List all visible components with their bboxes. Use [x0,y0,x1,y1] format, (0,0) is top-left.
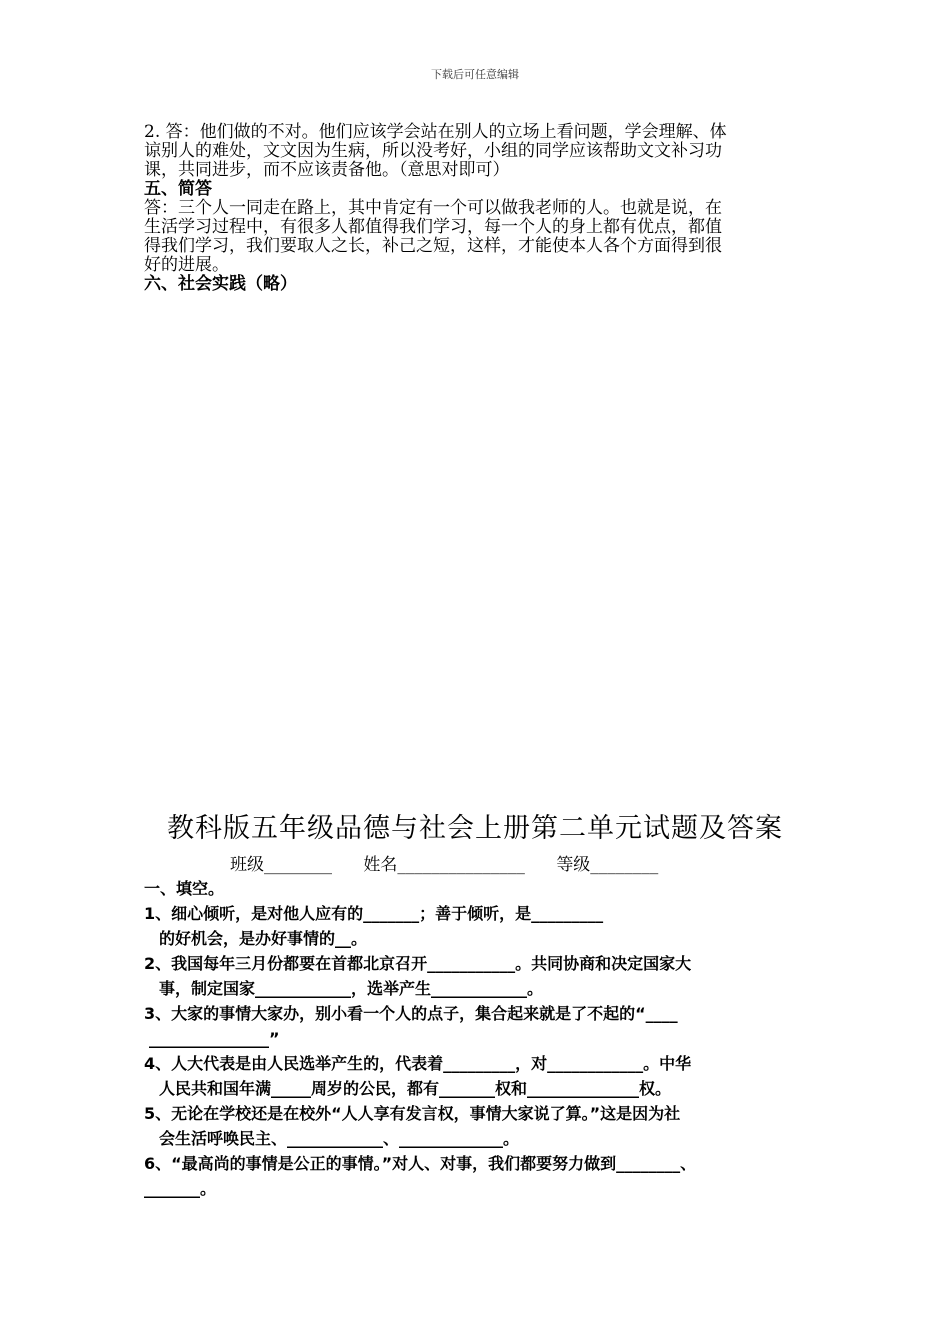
question-6-line-1: 6、“最高尚的事情是公正的事情。”对人、对事，我们都要努力做到________、 [144,1154,697,1173]
question-1-line-2: 的好机会，是办好事情的__。 [159,929,368,948]
grade-field: 等级________ [556,855,659,875]
class-field: 班级________ [230,855,332,875]
student-info-line [230,850,830,875]
question-6-line-2: _______。 [144,1179,217,1198]
answer-line: 2. 答：他们做的不对。他们应该学会站在别人的立场上看问题，学会理解、体 [144,122,727,142]
question-3-line-2: _______________” [149,1029,280,1048]
question-5-line-1: 5、无论在学校还是在校外“人人享有发言权，事情大家说了算。”这是因为社 [144,1104,681,1123]
answer-line: 得我们学习，我们要取人之长，补己之短，这样，才能使本人各个方面得到很 [144,236,722,256]
header-note: 下载后可任意编辑 [431,68,519,81]
answer-line: 好的进展。 [144,255,229,275]
question-1-line-1: 1、细心倾听，是对他人应有的_______；善于倾听，是_________ [144,904,604,923]
answer-line: 生活学习过程中，有很多人都值得我们学习，每一个人的身上都有优点，都值 [144,217,722,237]
question-4-line-2: 人民共和国年满_____周岁的公民，都有_______权和______________权。 [159,1079,672,1098]
answer-line: 答：三个人一同走在路上，其中肯定有一个可以做我老师的人。也就是说，在 [144,198,722,218]
section-heading-6: 六、社会实践（略） [144,274,297,294]
fill-in-section [144,876,824,1201]
question-2-line-2: 事，制定国家____________，选举产生____________。 [159,979,544,998]
answer-line: 谅别人的难处，文文因为生病，所以没考好，小组的同学应该帮助文文补习功 [144,141,722,161]
section-heading-1: 一、填空。 [144,879,225,898]
section-heading-5: 五、简答 [144,179,212,199]
question-2-line-1: 2、我国每年三月份都要在首都北京召开___________。共同协商和决定国家大 [144,954,692,973]
exam-title: 教科版五年级品德与社会上册第二单元试题及答案 [167,813,783,844]
question-4-line-1: 4、人大代表是由人民选举产生的，代表着_________，对____________。中华 [144,1054,692,1073]
name-field: 姓名_______________ [363,855,525,875]
question-3-line-1: 3、大家的事情大家办，别小看一个人的点子，集合起来就是了不起的“____ [144,1004,678,1023]
answer-line: 课，共同进步，而不应该责备他。（意思对即可） [144,160,510,180]
question-5-line-2: 会生活呼唤民主、____________、_____________。 [159,1129,520,1148]
previous-answers [144,123,824,294]
